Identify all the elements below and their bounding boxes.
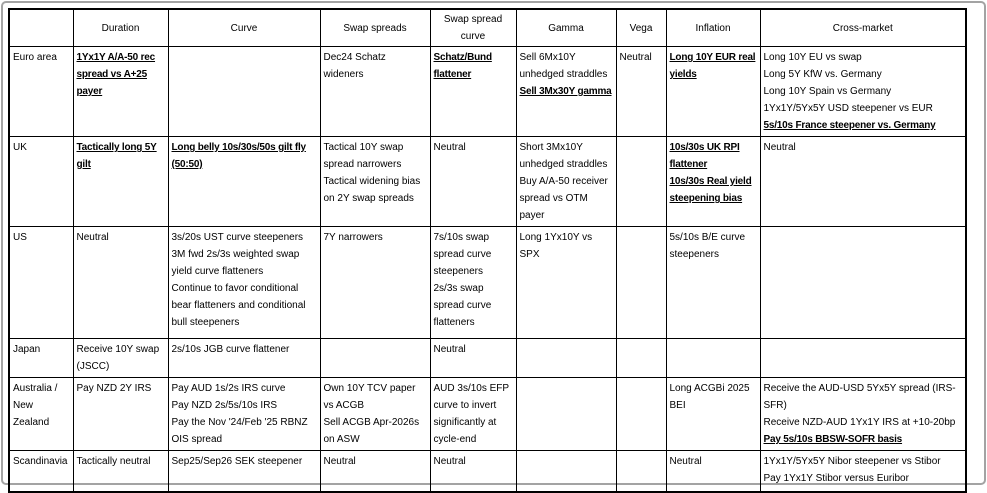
trade-item: Pay NZD 2s/5s/10s IRS	[171, 400, 278, 411]
trade-item: Pay AUD 1s/2s IRS curve	[171, 383, 286, 394]
trade-item: Long 10Y Spain vs Germany	[763, 86, 892, 97]
cell-scandinavia-vega	[616, 451, 666, 492]
cell-japan-vega	[616, 339, 666, 378]
trade-item: Tactically neutral	[76, 456, 151, 467]
cell-uk-cross-market	[760, 137, 966, 227]
cell-scandinavia-swap-spreads	[320, 451, 430, 492]
column-header-vega: Vega	[616, 9, 666, 47]
cell-japan-swap-spreads	[320, 339, 430, 378]
trade-item: Own 10Y TCV paper vs ACGB	[323, 383, 416, 411]
cell-australia-new-zealand-curve	[168, 378, 320, 451]
cell-euro-area-swap-spread-curve	[430, 47, 516, 137]
column-header-duration: Duration	[73, 9, 168, 47]
cell-uk-swap-spreads	[320, 137, 430, 227]
cell-uk-curve	[168, 137, 320, 227]
trade-item: 7s/10s swap spread curve steepeners	[433, 232, 492, 277]
trade-item: Neutral	[433, 142, 466, 153]
column-header-curve: Curve	[168, 9, 320, 47]
trade-item: 10s/30s UK RPI flattener	[669, 142, 740, 170]
column-header-gamma: Gamma	[516, 9, 616, 47]
trade-item: 1Yx1Y/5Yx5Y Nibor steepener vs Stibor	[763, 456, 941, 467]
cell-euro-area-vega	[616, 47, 666, 137]
trade-item: Schatz/Bund flattener	[433, 52, 492, 80]
cell-uk-gamma	[516, 137, 616, 227]
trade-item: Neutral	[763, 142, 796, 153]
column-header-swap-spreads: Swap spreads	[320, 9, 430, 47]
trade-item: Neutral	[619, 52, 652, 63]
trade-item: 2s/3s swap spread curve flatteners	[433, 283, 492, 328]
trade-item: 2s/10s JGB curve flattener	[171, 344, 290, 355]
trade-item: 1Yx1Y/5Yx5Y USD steepener vs EUR	[763, 103, 933, 114]
trade-item: 5s/10s France steepener vs. Germany	[763, 120, 936, 131]
cell-us-swap-spread-curve	[430, 227, 516, 339]
cell-australia-new-zealand-inflation	[666, 378, 760, 451]
cell-euro-area-cross-market	[760, 47, 966, 137]
cell-australia-new-zealand-vega	[616, 378, 666, 451]
cell-scandinavia-duration	[73, 451, 168, 492]
cell-uk-swap-spread-curve	[430, 137, 516, 227]
trade-item: 5s/10s B/E curve steepeners	[669, 232, 746, 260]
region-cell-us: US	[9, 227, 73, 339]
region-cell-euro-area: Euro area	[9, 47, 73, 137]
trade-item: Neutral	[76, 232, 109, 243]
table-row	[9, 378, 966, 451]
cell-us-curve	[168, 227, 320, 339]
trade-item: Tactical widening bias on 2Y swap spreads	[323, 176, 421, 204]
trade-item: Long 5Y KfW vs. Germany	[763, 69, 882, 80]
cell-scandinavia-cross-market	[760, 451, 966, 492]
trade-item: Sell 3Mx30Y gamma	[519, 86, 612, 97]
trade-item: Pay the Nov '24/Feb '25 RBNZ OIS spread	[171, 417, 308, 445]
region-cell-scandinavia: Scandinavia	[9, 451, 73, 492]
column-header-inflation: Inflation	[666, 9, 760, 47]
trade-item: 3s/20s UST curve steepeners	[171, 232, 304, 243]
trade-item: Long ACGBi 2025 BEI	[669, 383, 750, 411]
trade-item: Neutral	[433, 344, 466, 355]
trade-item: Pay 5s/10s BBSW-SOFR basis	[763, 434, 903, 445]
trade-item: Buy A/A-50 receiver spread vs OTM payer	[519, 176, 608, 221]
trade-item: Long 1Yx10Y vs SPX	[519, 232, 593, 260]
table-row	[9, 451, 966, 492]
trade-item: 1Yx1Y A/A-50 rec spread vs A+25 payer	[76, 52, 156, 97]
cell-euro-area-duration	[73, 47, 168, 137]
cell-australia-new-zealand-swap-spreads	[320, 378, 430, 451]
cell-australia-new-zealand-swap-spread-curve	[430, 378, 516, 451]
trade-item: Sep25/Sep26 SEK steepener	[171, 456, 303, 467]
cell-japan-swap-spread-curve	[430, 339, 516, 378]
trade-item: Pay 1Yx1Y Stibor versus Euribor	[763, 473, 909, 484]
cell-us-cross-market	[760, 227, 966, 339]
trade-item: Dec24 Schatz wideners	[323, 52, 386, 80]
region-cell-uk: UK	[9, 137, 73, 227]
cell-euro-area-swap-spreads	[320, 47, 430, 137]
header-row	[9, 9, 966, 47]
cell-australia-new-zealand-duration	[73, 378, 168, 451]
trade-item: 3M fwd 2s/3s weighted swap yield curve flatteners	[171, 249, 300, 277]
column-header-region	[9, 9, 73, 47]
trade-item: 7Y narrowers	[323, 232, 383, 243]
trade-item: Neutral	[323, 456, 356, 467]
table-row	[9, 339, 966, 378]
cell-scandinavia-swap-spread-curve	[430, 451, 516, 492]
region-cell-japan: Japan	[9, 339, 73, 378]
trade-item: Long 10Y EUR real yields	[669, 52, 756, 80]
cell-scandinavia-curve	[168, 451, 320, 492]
column-header-swap-spread-curve: Swap spread curve	[430, 9, 516, 47]
cell-australia-new-zealand-cross-market	[760, 378, 966, 451]
trade-item: Long belly 10s/30s/50s gilt fly (50:50)	[171, 142, 306, 170]
trade-item: Short 3Mx10Y unhedged straddles	[519, 142, 608, 170]
cell-australia-new-zealand-gamma	[516, 378, 616, 451]
trade-item: Long 10Y EU vs swap	[763, 52, 862, 63]
trade-item: Pay NZD 2Y IRS	[76, 383, 152, 394]
column-header-cross-market: Cross-market	[760, 9, 966, 47]
cell-euro-area-gamma	[516, 47, 616, 137]
table-row	[9, 137, 966, 227]
cell-uk-vega	[616, 137, 666, 227]
cell-scandinavia-inflation	[666, 451, 760, 492]
trade-item: Neutral	[669, 456, 702, 467]
trade-item: 10s/30s Real yield steepening bias	[669, 176, 752, 204]
trade-item: AUD 3s/10s EFP curve to invert significantly at cycle-end	[433, 383, 509, 445]
cell-uk-inflation	[666, 137, 760, 227]
trade-recommendations-table	[8, 8, 967, 493]
cell-japan-duration	[73, 339, 168, 378]
cell-japan-curve	[168, 339, 320, 378]
cell-scandinavia-gamma	[516, 451, 616, 492]
cell-euro-area-inflation	[666, 47, 760, 137]
trade-item: Sell 6Mx10Y unhedged straddles	[519, 52, 608, 80]
trade-item: Tactically long 5Y gilt	[76, 142, 157, 170]
trade-item: Receive the AUD-USD 5Yx5Y spread (IRS-SFR)	[763, 383, 956, 411]
cell-japan-cross-market	[760, 339, 966, 378]
cell-uk-duration	[73, 137, 168, 227]
trade-item: Neutral	[433, 456, 466, 467]
cell-japan-inflation	[666, 339, 760, 378]
cell-us-duration	[73, 227, 168, 339]
trade-item: Sell ACGB Apr-2026s on ASW	[323, 417, 420, 445]
region-cell-australia-new-zealand: Australia / New Zealand	[9, 378, 73, 451]
cell-euro-area-curve	[168, 47, 320, 137]
trade-item: Tactical 10Y swap spread narrowers	[323, 142, 404, 170]
cell-us-gamma	[516, 227, 616, 339]
cell-us-vega	[616, 227, 666, 339]
cell-us-inflation	[666, 227, 760, 339]
table-row	[9, 47, 966, 137]
trade-item: Receive 10Y swap (JSCC)	[76, 344, 160, 372]
cell-us-swap-spreads	[320, 227, 430, 339]
cell-japan-gamma	[516, 339, 616, 378]
table-row	[9, 227, 966, 339]
trade-item: Receive NZD-AUD 1Yx1Y IRS at +10-20bp	[763, 417, 956, 428]
trade-item: Continue to favor conditional bear flatteners and conditional bull steepeners	[171, 283, 306, 328]
